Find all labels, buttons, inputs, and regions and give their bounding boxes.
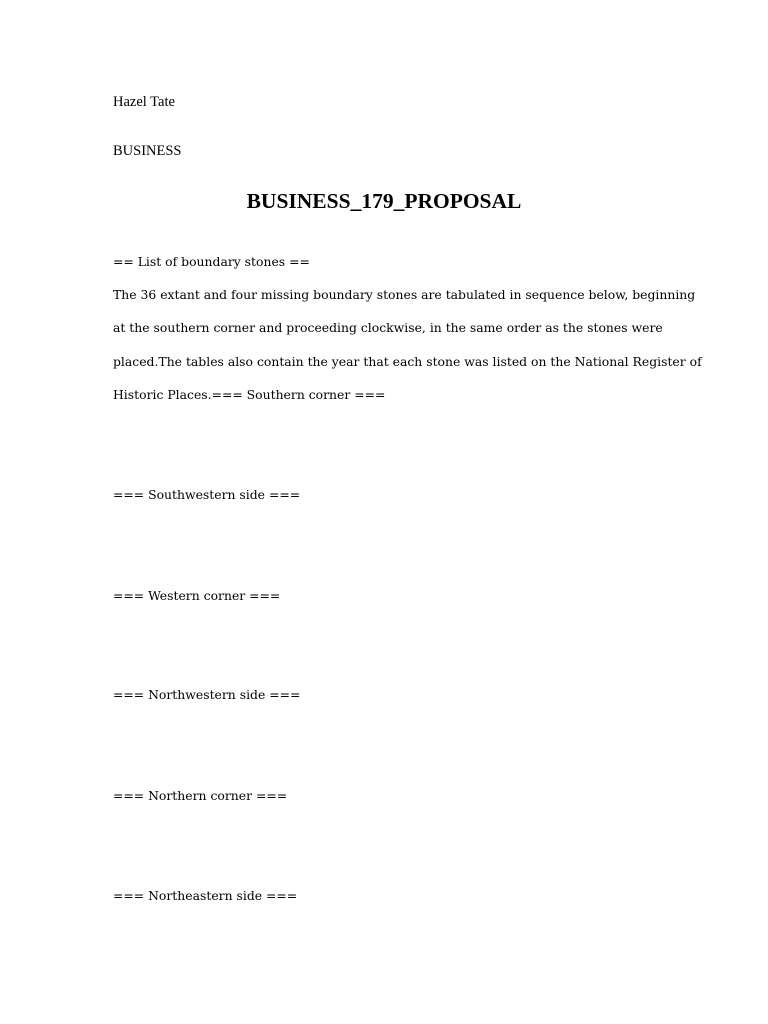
body-text-line: placed.The tables also contain the year that each stone was listed on the National Register of bbox=[113, 354, 702, 369]
section-heading-northern-corner: === Northern corner === bbox=[113, 788, 288, 803]
body-text-line: The 36 extant and four missing boundary stones are tabulated in sequence below, beginning bbox=[113, 287, 696, 302]
author-name: Hazel Tate bbox=[113, 94, 175, 110]
section-heading-western-corner: === Western corner === bbox=[113, 588, 281, 603]
list-heading: == List of boundary stones == bbox=[113, 254, 310, 269]
document-category: BUSINESS bbox=[113, 143, 182, 159]
section-heading-southwestern-side: === Southwestern side === bbox=[113, 487, 301, 502]
body-text-line: Historic Places.=== Southern corner === bbox=[113, 387, 386, 402]
document-title: BUSINESS_179_PROPOSAL bbox=[246, 189, 522, 213]
body-text-line: at the southern corner and proceeding clockwise, in the same order as the stones were bbox=[113, 320, 663, 335]
section-heading-northwestern-side: === Northwestern side === bbox=[113, 687, 301, 702]
section-heading-northeastern-side: === Northeastern side === bbox=[113, 888, 298, 903]
